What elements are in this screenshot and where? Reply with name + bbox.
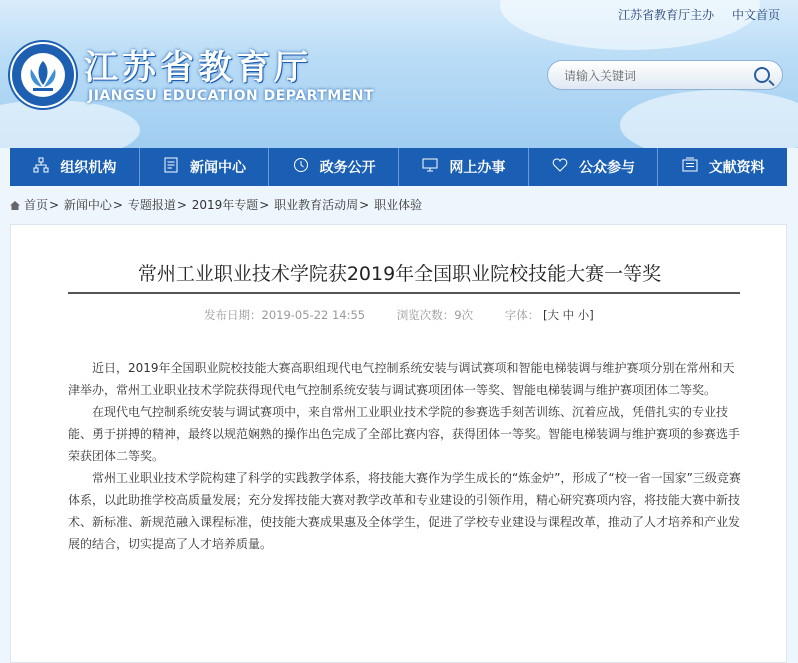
chinese-home-link[interactable]: 中文首页 [731,8,780,22]
main-nav [10,148,787,186]
title-divider [68,292,740,294]
breadcrumb-news[interactable]: 新闻中心 [63,198,112,212]
cloud-decoration [0,100,140,148]
education-emblem-icon[interactable] [10,42,76,108]
publish-date: 发布日期：2019-05-22 14:55 [204,308,366,322]
article-paragraph: 常州工业职业技术学院构建了科学的实践教学体系，将技能大赛作为学生成长的“炼金炉”，形成了“校一省一国家”三级竞赛体系，以此助推学校高质量发展；充分发挥技能大赛对教学改革和专业建设的引领作用，精心研究赛项内容，将技能大赛中新技术、新标准、新规范融入课程标准，使技能大赛成果惠及全体学生，促进了学校专业建设与课程改革，推动了人才培养和产业发展的结合，切实提高了人才培养质量。 [68,471,741,551]
breadcrumb-separator: > [49,198,60,212]
nav-item-organization[interactable] [10,148,140,186]
nav-label: 政务公开 [319,160,376,176]
breadcrumb [10,196,422,213]
breadcrumb-separator: > [259,198,270,212]
article-panel [10,224,787,663]
disclosure-icon [292,157,310,177]
breadcrumb-vocational-experience[interactable]: 职业体验 [374,198,423,212]
breadcrumb-separator: > [359,198,370,212]
breadcrumb-separator: > [112,198,123,212]
site-header [0,0,798,148]
breadcrumb-separator: > [176,198,187,212]
article-meta [204,307,594,323]
breadcrumb-2019-special[interactable]: 2019年专题 [191,198,259,212]
breadcrumb-special-reports[interactable]: 专题报道 [127,198,176,212]
article-paragraph: 近日，2019年全国职业院校技能大赛高职组现代电气控制系统安装与调试赛项和智能电梯装调与维护赛项分别在常州和天津举办，常州工业职业技术学院获得现代电气控制系统安装与调试赛项团体一等奖、智能电梯装调与维护赛项团体二等奖。 [68,361,735,397]
nav-item-online-service[interactable] [399,148,529,186]
nav-label: 公众参与 [579,160,636,176]
breadcrumb-vocational-week[interactable]: 职业教育活动周 [274,198,359,212]
font-size-switcher: [大 中 小] [542,308,594,322]
home-icon [10,201,20,210]
documents-icon [681,157,699,177]
nav-item-public-participation[interactable] [529,148,659,186]
top-links [604,6,780,23]
org-chart-icon [32,157,50,177]
nav-label: 网上办事 [449,160,506,176]
search-input[interactable] [562,67,746,85]
font-size-small[interactable]: 小 [577,308,590,322]
site-title[interactable]: 江苏省教育厅 [84,48,312,88]
site-subtitle: JIANGSU EDUCATION DEPARTMENT [88,88,375,104]
heart-icon [551,157,569,177]
font-size-large[interactable]: 大 [547,308,559,322]
cloud-decoration [620,90,798,148]
nav-item-documents[interactable] [658,148,787,186]
nav-item-disclosure[interactable] [269,148,399,186]
article-body [68,357,743,555]
online-service-icon [421,157,439,177]
breadcrumb-home[interactable]: 首页 [24,198,49,212]
nav-item-news[interactable] [140,148,270,186]
search-box [547,60,783,90]
sponsor-link[interactable]: 江苏省教育厅主办 [618,8,715,22]
search-icon[interactable] [754,67,770,83]
nav-label: 文献资料 [708,160,765,176]
font-size-label: 字体： [504,308,540,322]
nav-label: 新闻中心 [190,160,246,176]
news-icon [162,157,180,177]
article-paragraph: 在现代电气控制系统安装与调试赛项中，来自常州工业职业技术学院的参赛选手刻苦训练、沉着应战，凭借扎实的专业技能、勇于拼搏的精神，最终以规范娴熟的操作出色完成了全部比赛内容，获得团体一等奖。智能电梯装调与维护赛项的参赛选手荣获团体二等奖。 [68,405,741,463]
font-size-medium[interactable]: 中 [562,308,575,322]
nav-label: 组织机构 [60,160,117,176]
view-count: 浏览次数：9次 [396,308,474,322]
article-title: 常州工业职业技术学院获2019年全国职业院校技能大赛一等奖 [137,263,662,285]
